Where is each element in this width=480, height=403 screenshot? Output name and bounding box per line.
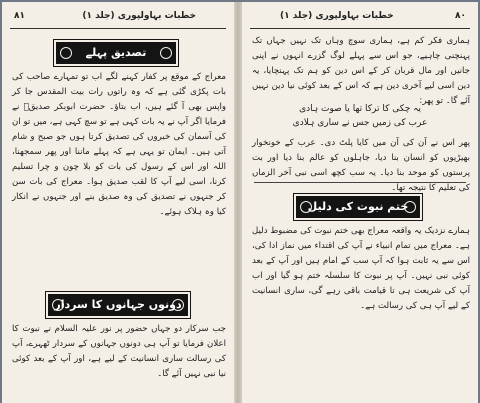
body-text — [252, 136, 470, 193]
body-text — [12, 70, 226, 270]
section-heading-sardar: دونوں جہانوں کا سردار — [46, 292, 190, 318]
left-page — [2, 2, 234, 403]
paragraph: ہماری فکر کم ہے، ہماری سوچ وہاں تک نہیں جہاں تک پہنچنی چاہیے، جو اس سے پہلے لوگ گزرے انہوں نے اپنی جانیں اور مال قربان کر کے اس دین کو ہم تک پہنچایا، یہ دین اسی لیے آخری دین ہے کہ اس کے بعد کوئی نیا دین نہیں آئے گا۔ تو پھر: — [252, 36, 470, 106]
right-page-header — [250, 10, 470, 29]
open-book — [2, 2, 478, 403]
running-title: خطبات بہاولپوری (جلد ۱) — [82, 11, 196, 21]
verse-line: یہ چکی کا ترکا تھا یا صوت ہادی — [299, 104, 421, 114]
paragraph: ہمارے نزدیک یہ واقعہ معراج بھی ختم نبوت کی مضبوط دلیل ہے۔ معراج میں تمام انبیاء نے آپ کی اقتداء میں نماز ادا کی، اس سے یہ ثابت ہوا کہ آپ سب کے امام ہیں اور آپ کے بعد کوئی نبی نہیں۔ آپ پر نبوت کا سلسلہ ختم ہو گیا اور اب آپ کی شریعت ہی تا قیامت باقی رہے گی، ساری انسانیت کے لیے آپ ہی کی رسالت ہے۔ — [252, 226, 470, 311]
running-title: خطبات بہاولپوری (جلد ۱) — [280, 11, 394, 21]
page-number: ٨١ — [14, 11, 25, 21]
verse-line: عرب کی زمیں جس نے ساری ہلادی — [292, 118, 428, 128]
paragraph: جب سرکار دو جہاں حضور پر نور علیہ السلام نے نبوت کا اعلان فرمایا تو آپ ہی دونوں جہانوں کے سردار ٹھہرے، آپ کی رسالت ساری انسانیت کے لیے ہے، اور آپ کے بعد کوئی نیا نبی نہیں آئے گا۔ — [12, 324, 226, 379]
book-spine — [234, 2, 242, 403]
divider — [254, 182, 466, 183]
section-heading-tasdeeq: تصدیق پہلے — [54, 40, 178, 66]
body-text — [252, 224, 470, 402]
body-text — [12, 322, 226, 402]
left-page-header — [10, 10, 226, 29]
poem-verse — [262, 102, 458, 130]
page-number: ٨٠ — [455, 11, 466, 21]
paragraph: معراج کے موقع پر کفار کہنے لگے اب تو تمہارے صاحب کی بات پکڑی گئی ہے کہ وہ راتوں رات بیت المقدس جا کر واپس بھی آ گئے ہیں، اب بتاؤ۔ حضرت ابوبکر صدیقؓ نے فرمایا اگر آپ نے یہ بات کہی ہے تو سچ کہی ہے، میں تو ان کی آسمان کی خبروں کی تصدیق کرتا ہوں جو صبح و شام آتی ہیں۔ ایمان تو یہی ہے کہ پہلے ماننا اور پھر سمجھنا، اللہ اور اس کے رسول کی بات کو بلا چون و چرا تسلیم کرنا، اسی لیے آپ کا لقب صدیق ہوا۔ معراج کی بات سن کر جنہوں نے تصدیق کی وہ صدیق بنے اور جنہوں نے انکار کیا وہ ہلاک ہوئے۔ — [12, 72, 226, 217]
right-page — [242, 2, 478, 403]
body-text — [252, 34, 470, 106]
section-heading-khatm-nabuwwat: ختم نبوت کی دلیل — [294, 194, 422, 220]
paragraph: پھر اس نے آن کی آن میں کایا پلٹ دی۔ عرب کے خونخوار بھیڑیوں کو انسان بنا دیا، جاہلوں کو عالم بنا دیا اور بت پرستوں کو موحد بنا دیا۔ یہ سب کچھ اسی نبی آخر الزماں کی تعلیم کا نتیجہ تھا۔ — [252, 138, 470, 193]
